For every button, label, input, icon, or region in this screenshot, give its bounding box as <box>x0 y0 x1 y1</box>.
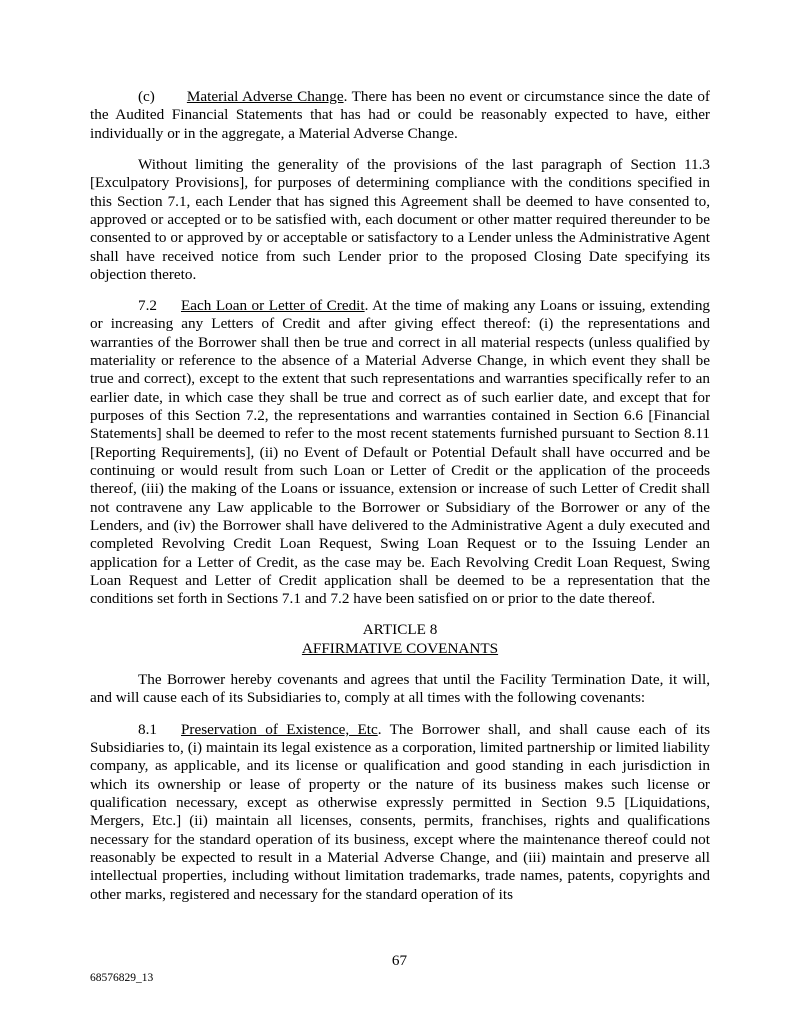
paragraph-material-adverse-change <box>90 88 710 143</box>
paragraph-text: . The Borrower shall, and shall cause each of its Subsidiaries to, (i) maintain its legal existence as a corporation, limited partnership or limited liability company, as applicable, and its license or qualification and good standing in each jurisdiction in which its ownership or lease of property or the nature of its business makes such license or qualification necessary, except as otherwise expressly permitted in Section 9.5 [Liquidations, Mergers, Etc.] (ii) maintain all licenses, consents, permits, franchises, rights and qualifications necessary for the standard operation of its business, except where the maintenance thereof could not reasonably be expected to result in a Material Adverse Change, and (iii) maintain and preserve all intellectual properties, including without limitation trademarks, trade names, patents, copyrights and other marks, registered and necessary for the standard operation of its <box>90 720 710 903</box>
document-id-footer: 68576829_13 <box>90 972 154 984</box>
paragraph-borrower-covenants <box>90 671 710 708</box>
document-body <box>90 88 710 917</box>
paragraph-text: Without limiting the generality of the provisions of the last paragraph of Section 11.3 [Exculpatory Provisions], for purposes of determining compliance with the conditions specified in this Section 7.1, each Lender that has signed this Agreement shall be deemed to have consented to, approved or accepted or to be satisfied with, each document or other matter required thereunder to be consented to or approved by or acceptable or satisfactory to a Lender unless the Administrative Agent shall have received notice from such Lender prior to the proposed Closing Date specifying its objection thereto. <box>90 155 710 283</box>
paragraph-text: . At the time of making any Loans or issuing, extending or increasing any Letters of Credit and after giving effect thereof: (i) the representations and warranties of the Borrower shall then be true and correct in all material respects (unless qualified by materiality or reference to the absence of a Material Adverse Change, in which event they shall be true and correct), except to the extent that such representations and warranties specifically refer to an earlier date, in which case they shall be true and correct as of such earlier date, and except that for purposes of this Section 7.2, the representations and warranties contained in Section 6.6 [Financial Statements] shall be deemed to refer to the most recent statements furnished pursuant to Section 8.11 [Reporting Requirements], (ii) no Event of Default or Potential Default shall have occurred and be continuing or would result from such Loan or Letter of Credit or the application of the proceeds thereof, (iii) the making of the Loans or issuance, extension or increase of such Letter of Credit shall not contravene any Law applicable to the Borrower or Subsidiary of the Borrower or any of the Lenders, and (iv) the Borrower shall have delivered to the Administrative Agent a duly executed and completed Revolving Credit Loan Request, Swing Loan Request or to the Issuing Lender an application for a Letter of Credit, as the case may be. Each Revolving Credit Loan Request, Swing Loan Request and Letter of Credit application shall be deemed to be a representation that the conditions set forth in Sections 7.1 and 7.2 have been satisfied on or prior to the date thereof. <box>90 297 711 608</box>
paragraph-section-8-1 <box>90 721 710 904</box>
paragraph-heading: Preservation of Existence, Etc <box>180 720 378 738</box>
paragraph-section-7-2 <box>90 297 710 608</box>
article-header <box>90 621 710 658</box>
section-number: 7.2 <box>138 297 157 315</box>
section-number: 8.1 <box>138 720 157 738</box>
article-subtitle: AFFIRMATIVE COVENANTS <box>301 639 499 657</box>
page-number: 67 <box>391 952 408 969</box>
paragraph-text: The Borrower hereby covenants and agrees that until the Facility Termination Date, it will, and will cause each of its Subsidiaries to, comply at all times with the following covenants: <box>90 671 710 707</box>
paragraph-text: . There has been no event or circumstance since the date of the Audited Financial Statements that has had or could be reasonably expected to have, either individually or in the aggregate, a Material Adverse Change. <box>90 88 710 142</box>
subsection-label: (c) <box>138 88 155 105</box>
paragraph-heading: Each Loan or Letter of Credit <box>180 297 365 315</box>
article-title: ARTICLE 8 <box>362 621 438 639</box>
paragraph-heading: Material Adverse Change <box>186 88 344 105</box>
paragraph-without-limiting <box>90 156 710 284</box>
